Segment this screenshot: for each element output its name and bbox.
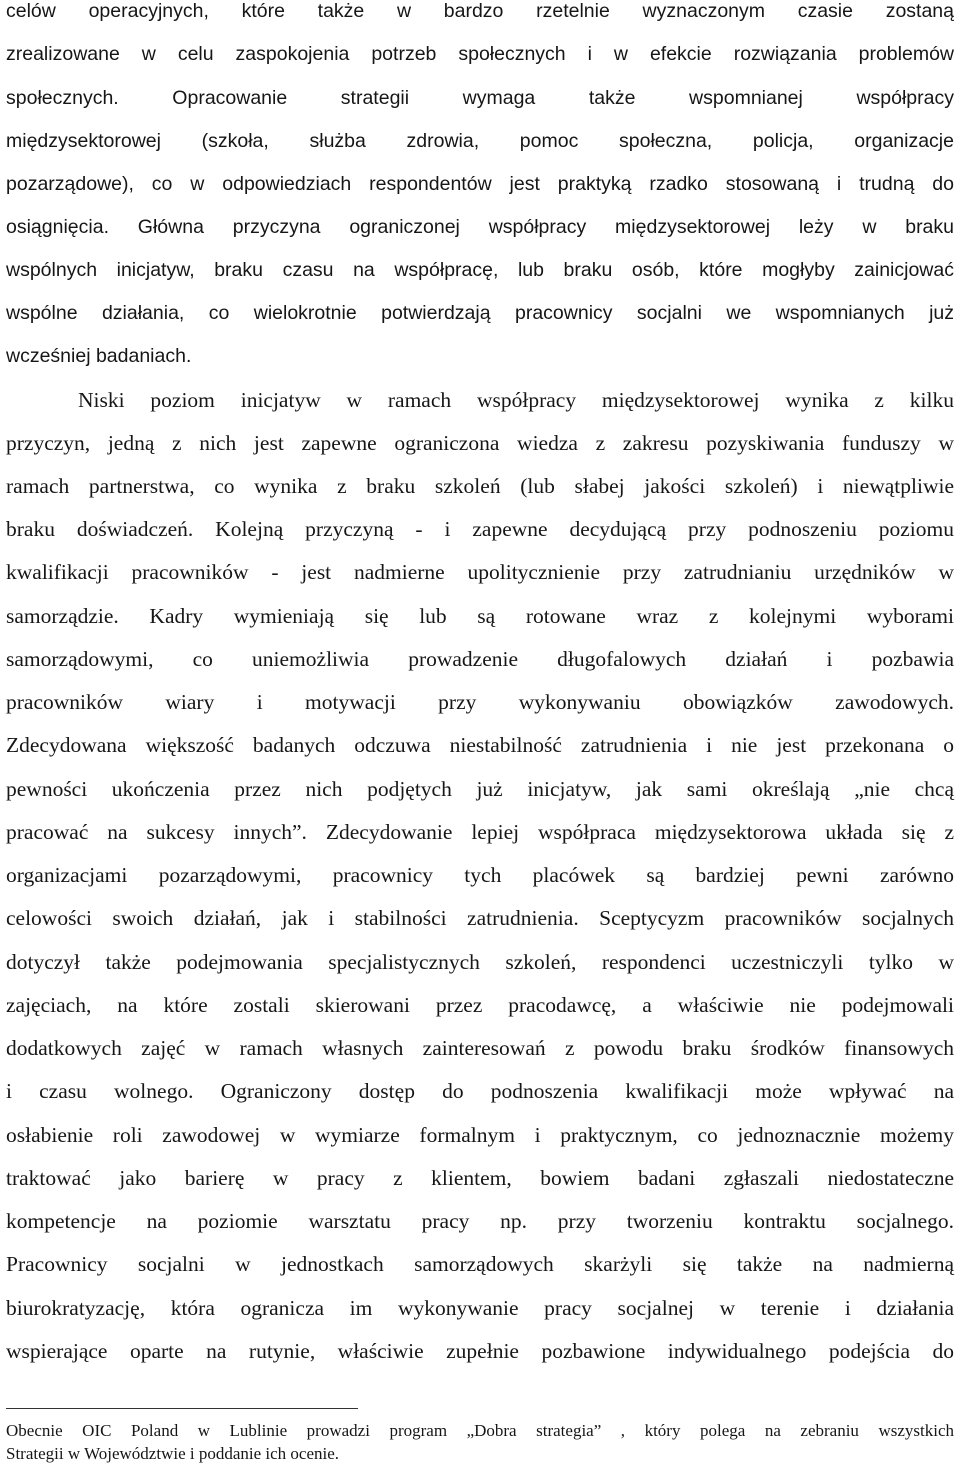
- text-line: kwalifikacji pracowników - jest nadmierne upolitycznienie przy zatrudnianiu urzędników w: [6, 560, 954, 584]
- text-line: przyczyn, jedną z nich jest zapewne ograniczona wiedza z zakresu pozyskiwania funduszy w: [6, 431, 954, 455]
- text-line: dotyczył także podejmowania specjalistycznych szkoleń, respondenci uczestniczyli tylko w: [6, 950, 954, 974]
- text-line: zajęciach, na które zostali skierowani przez pracodawcę, a właściwie nie podejmowali: [6, 993, 954, 1017]
- text-line: osiągnięcia. Główna przyczyna ograniczonej współpracy międzysektorowej leży w braku: [6, 216, 954, 238]
- text-line: wspierające oparte na rutynie, właściwie zupełnie pozbawione indywidualnego podejścia do: [6, 1339, 954, 1363]
- text-line: traktować jako barierę w pracy z klientem, bowiem badani zgłaszali niedostateczne: [6, 1166, 954, 1190]
- text-line: biurokratyzację, która ogranicza im wykonywanie pracy socjalnej w terenie i działania: [6, 1296, 954, 1320]
- text-line: wspólne działania, co wielokrotnie potwierdzają pracownicy socjalni we wspomnianych już: [6, 302, 954, 324]
- text-line: celowości swoich działań, jak i stabilności zatrudnienia. Sceptycyzm pracowników socjalnych: [6, 906, 954, 930]
- text-line: celów operacyjnych, które także w bardzo rzetelnie wyznaczonym czasie zostaną: [6, 0, 954, 22]
- text-line: wspólnych inicjatyw, braku czasu na współpracę, lub braku osób, które mogłyby zainicjować: [6, 259, 954, 281]
- text-line: międzysektorowej (szkoła, służba zdrowia, pomoc społeczna, policja, organizacje: [6, 130, 954, 152]
- text-line: i czasu wolnego. Ograniczony dostęp do podnoszenia kwalifikacji może wpływać na: [6, 1079, 954, 1103]
- text-line: pracować na sukcesy innych”. Zdecydowanie lepiej współpraca międzysektorowa układa się z: [6, 820, 954, 844]
- text-line: pewności ukończenia przez nich podjętych już inicjatyw, jak sami określają „nie chcą: [6, 777, 954, 801]
- text-line: pozarządowe), co w odpowiedziach respondentów jest praktyką rzadko stosowaną i trudną do: [6, 173, 954, 195]
- footnote-line: Strategii w Województwie i poddanie ich ocenie.: [6, 1444, 340, 1463]
- text-line: Pracownicy socjalni w jednostkach samorządowych skarżyli się także na nadmierną: [6, 1252, 954, 1276]
- text-line: samorządowymi, co uniemożliwia prowadzenie długofalowych działań i pozbawia: [6, 647, 954, 671]
- text-line: Niski poziom inicjatyw w ramach współpracy międzysektorowej wynika z kilku: [78, 388, 954, 412]
- footnote-line: Obecnie OIC Poland w Lublinie prowadzi program „Dobra strategia” , który polega na zebraniu wszystkich: [6, 1421, 954, 1440]
- text-line: braku doświadczeń. Kolejną przyczyną - i zapewne decydującą przy podnoszeniu poziomu: [6, 517, 954, 541]
- text-line: zrealizowane w celu zaspokojenia potrzeb społecznych i w efekcie rozwiązania problemów: [6, 43, 954, 65]
- text-line: kompetencje na poziomie warsztatu pracy np. przy tworzeniu kontraktu socjalnego.: [6, 1209, 954, 1233]
- text-line: pracowników wiary i motywacji przy wykonywaniu obowiązków zawodowych.: [6, 690, 954, 714]
- text-line: osłabienie roli zawodowej w wymiarze formalnym i praktycznym, co jednoznacznie możemy: [6, 1123, 954, 1147]
- text-line: społecznych. Opracowanie strategii wymaga także wspomnianej współpracy: [6, 87, 954, 109]
- text-line: ramach partnerstwa, co wynika z braku szkoleń (lub słabej jakości szkoleń) i niewątpliwie: [6, 474, 954, 498]
- text-line: dodatkowych zajęć w ramach własnych zainteresowań z powodu braku środków finansowych: [6, 1036, 954, 1060]
- footnote-separator: [6, 1408, 358, 1409]
- text-line: wcześniej badaniach.: [6, 345, 192, 367]
- text-line: Zdecydowana większość badanych odczuwa niestabilność zatrudnienia i nie jest przekonana o: [6, 733, 954, 757]
- text-line: samorządzie. Kadry wymieniają się lub są rotowane wraz z kolejnymi wyborami: [6, 604, 954, 628]
- text-line: organizacjami pozarządowymi, pracownicy tych placówek są bardziej pewni zarówno: [6, 863, 954, 887]
